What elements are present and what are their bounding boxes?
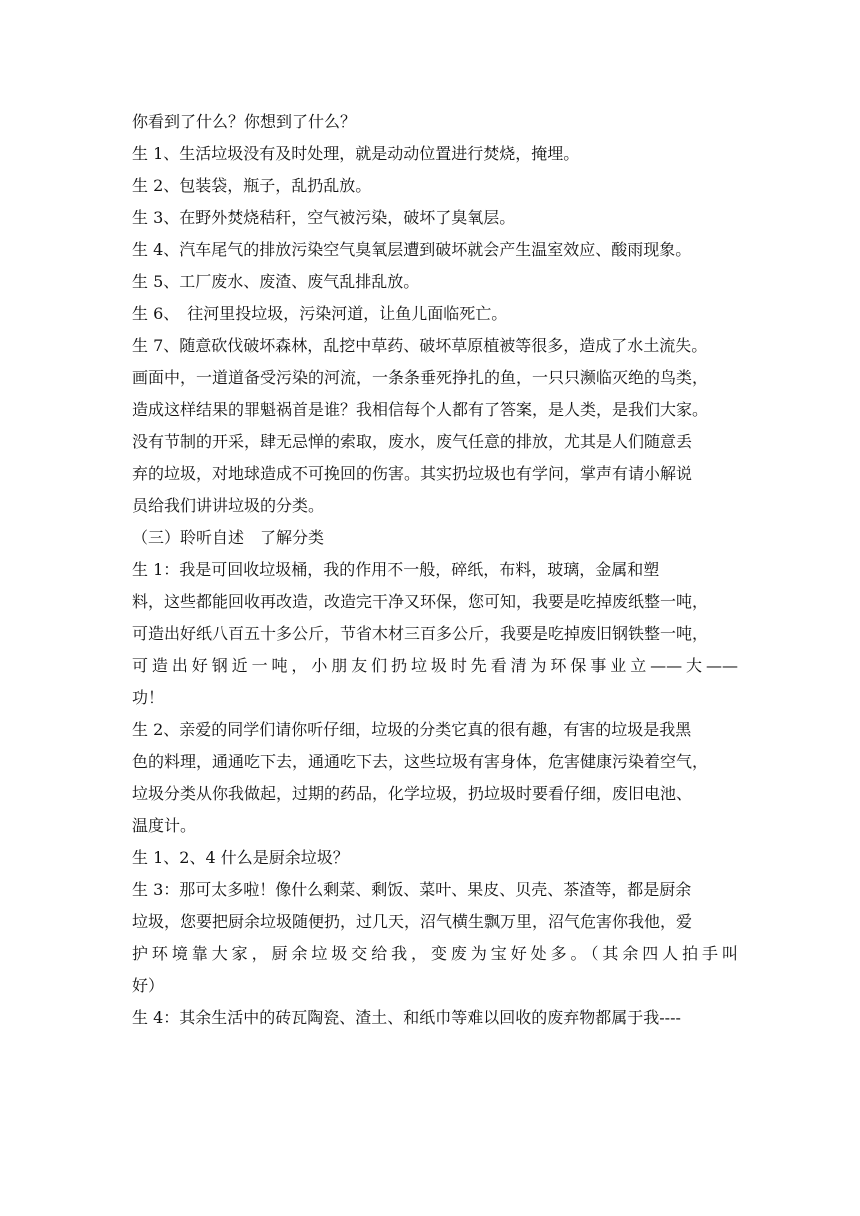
- text-line: 生 4、汽车尾气的排放污染空气臭氧层遭到破坏就会产生温室效应、酸雨现象。: [132, 240, 692, 259]
- text-line: 生 2、包装袋，瓶子，乱扔乱放。: [132, 176, 372, 195]
- text-line: 生 2、亲爱的同学们请你听仔细，垃圾的分类它真的很有趣，有害的垃圾是我黑: [132, 720, 692, 739]
- text-line: 造成这样结果的罪魁祸首是谁？我相信每个人都有了答案，是人类，是我们大家。: [132, 400, 709, 419]
- text-line: 功！: [132, 688, 165, 707]
- text-line: 生 5、工厂废水、废渣、废气乱排乱放。: [132, 272, 420, 291]
- text-line: 可造出好纸八百五十多公斤，节省木材三百多公斤，我要是吃掉废旧钢铁整一吨，: [132, 624, 709, 643]
- text-line: 垃圾，您要把厨余垃圾随便扔，过几天，沼气横生飘万里，沼气危害你我他，爱: [132, 912, 693, 931]
- text-line: 可造出好钢近一吨，小朋友们扔垃圾时先看清为环保事业立——大——: [132, 656, 738, 675]
- text-line: 生 1、2、4 什么是厨余垃圾？: [132, 848, 349, 867]
- text-line: 生 3：那可太多啦！像什么剩菜、剩饭、菜叶、果皮、贝壳、茶渣等，都是厨余: [132, 880, 692, 899]
- text-line: 好）: [132, 976, 165, 995]
- text-line: 料，这些都能回收再改造，改造完干净又环保，您可知，我要是吃掉废纸整一吨，: [132, 592, 709, 611]
- text-line: 生 3、在野外焚烧秸秆，空气被污染，破坏了臭氧层。: [132, 208, 516, 227]
- text-line: 色的料理，通通吃下去，通通吃下去，这些垃圾有害身体，危害健康污染着空气，: [132, 752, 709, 771]
- text-line: 生 1、生活垃圾没有及时处理，就是动动位置进行焚烧，掩埋。: [132, 144, 580, 163]
- text-line: 生 4：其余生活中的砖瓦陶瓷、渣土、和纸巾等难以回收的废弃物都属于我----: [132, 1008, 681, 1027]
- document-body: [132, 106, 738, 1034]
- text-line: 生 6、 往河里投垃圾，污染河道，让鱼儿面临死亡。: [132, 304, 508, 323]
- text-line: 员给我们讲讲垃圾的分类。: [132, 496, 325, 515]
- text-line: 垃圾分类从你我做起，过期的药品，化学垃圾，扔垃圾时要看仔细，废旧电池、: [132, 784, 693, 803]
- text-line: 温度计。: [132, 816, 197, 835]
- text-line: 弃的垃圾，对地球造成不可挽回的伤害。其实扔垃圾也有学问，掌声有请小解说: [132, 464, 693, 483]
- text-line: 你看到了什么？你想到了什么？: [132, 112, 357, 131]
- text-line: 生 7、随意砍伐破坏森林，乱挖中草药、破坏草原植被等很多，造成了水土流失。: [132, 336, 708, 355]
- text-line: 生 1：我是可回收垃圾桶，我的作用不一般，碎纸，布料，玻璃，金属和塑: [132, 560, 660, 579]
- text-line: 护环境靠大家，厨余垃圾交给我，变废为宝好处多。（其余四人拍手叫: [132, 944, 738, 963]
- text-line: 画面中，一道道备受污染的河流，一条条垂死挣扎的鱼，一只只濒临灭绝的鸟类，: [132, 368, 709, 387]
- text-line: 没有节制的开采，肆无忌惮的索取，废水，废气任意的排放，尤其是人们随意丢: [132, 432, 693, 451]
- section-heading: （三）聆听自述 了解分类: [132, 528, 325, 547]
